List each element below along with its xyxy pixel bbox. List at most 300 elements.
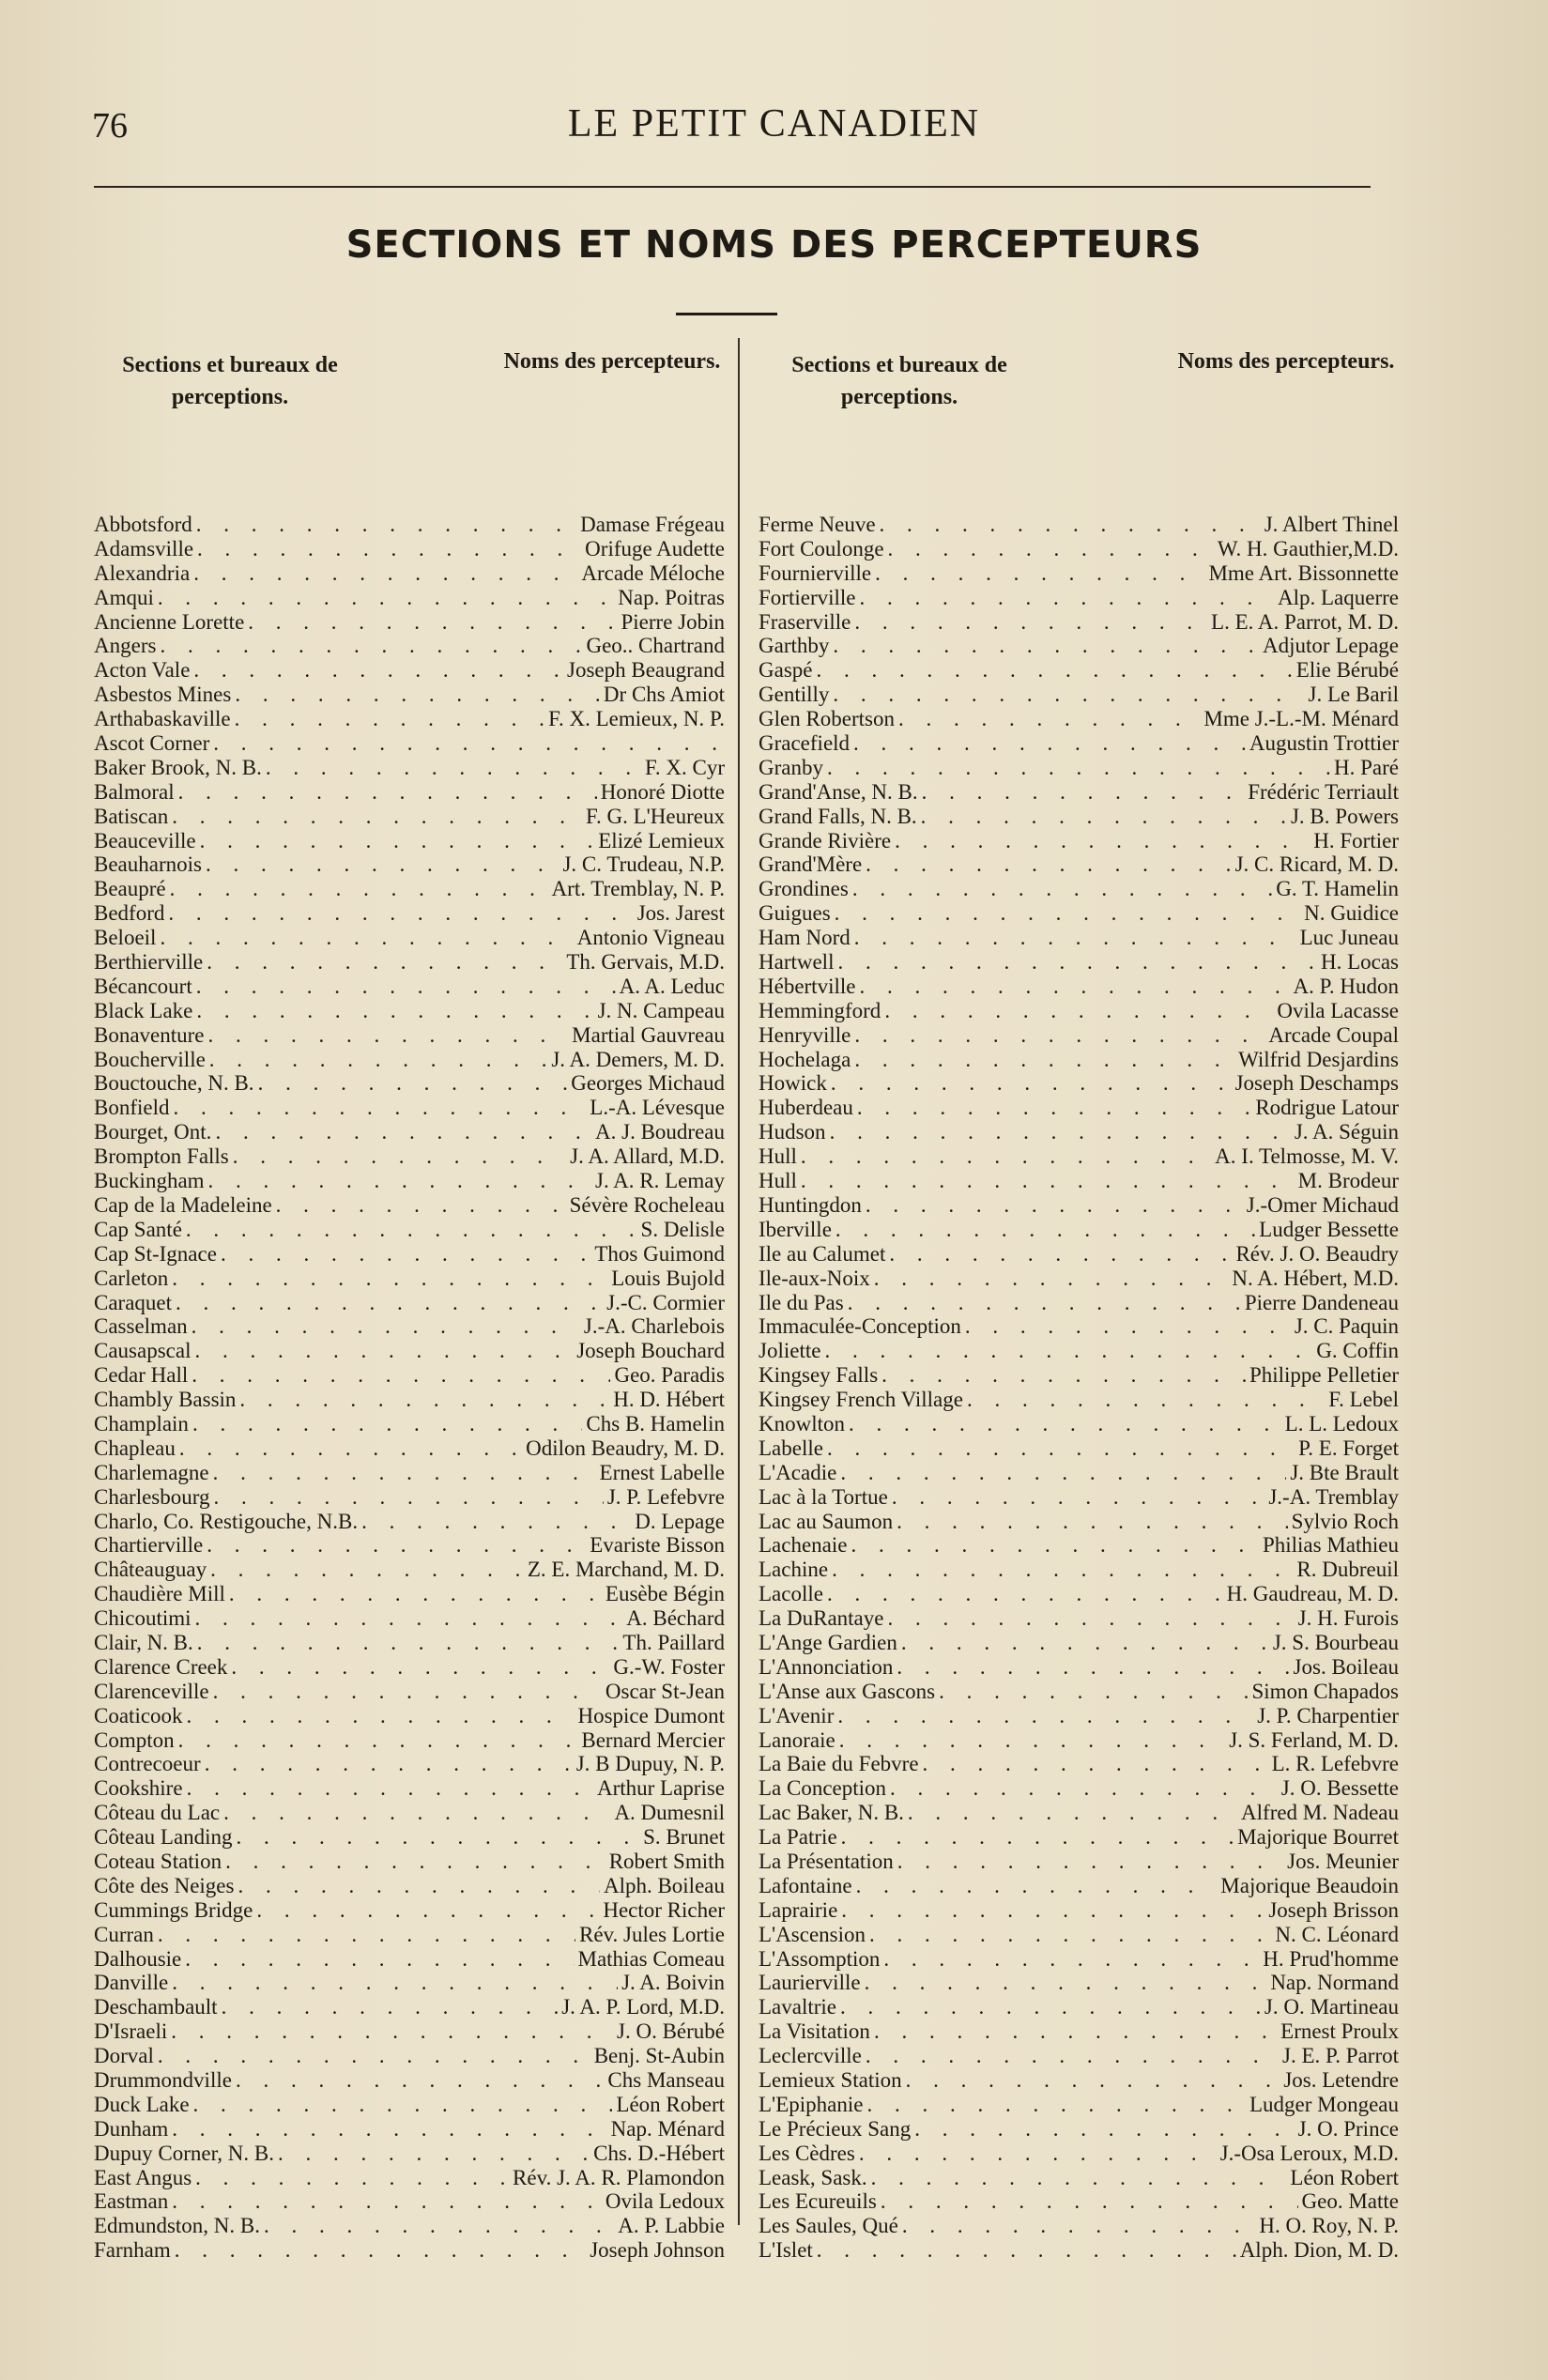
section-name: Les Ecureuils <box>759 2189 877 2214</box>
dot-leader <box>172 2117 606 2142</box>
dot-leader <box>901 1631 1269 1655</box>
list-item <box>759 513 1399 537</box>
list-item <box>94 658 725 683</box>
collector-name: A. A. Leduc <box>619 974 725 998</box>
section-name: Ile-aux-Noix <box>759 1266 870 1290</box>
list-item <box>94 1436 725 1461</box>
list-item <box>94 2117 725 2142</box>
list-item <box>94 877 725 901</box>
section-name: Côteau du Lac <box>94 1801 221 1825</box>
dot-leader <box>192 1412 582 1436</box>
collector-name: Sévère Rocheleau <box>569 1192 725 1217</box>
section-name: Cedar Hall <box>94 1363 189 1388</box>
dot-leader <box>837 1704 1253 1728</box>
section-name: Hébertville <box>759 974 856 998</box>
section-name: Adamsville <box>94 536 194 560</box>
collector-name: J. A. P. Lord, M.D. <box>561 1995 725 2019</box>
collector-name: H. Locas <box>1320 950 1399 975</box>
column-divider <box>738 338 740 2225</box>
dot-leader <box>192 1314 580 1339</box>
dot-leader <box>865 1971 1267 1995</box>
dot-leader <box>967 1388 1325 1412</box>
list-item <box>94 2142 725 2166</box>
section-name: L'Ascension <box>759 1922 866 1946</box>
list-item <box>759 1923 1399 1947</box>
list-item <box>759 2166 1399 2190</box>
list-item <box>94 2238 725 2263</box>
collector-name: Rodrigue Latour <box>1255 1096 1399 1120</box>
section-name: Coteau Station <box>94 1849 222 1873</box>
collector-name: Ernest Labelle <box>599 1460 725 1484</box>
collector-name: Odilon Beaudry, M. D. <box>526 1436 725 1460</box>
section-name: Cap Santé <box>94 1217 182 1241</box>
dot-leader <box>866 852 1231 877</box>
collector-name: A. I. Telmosse, M. V. <box>1215 1144 1399 1169</box>
list-item <box>94 780 725 805</box>
collector-name: Simon Chapados <box>1251 1679 1399 1703</box>
section-name: Chicoutimi <box>94 1606 192 1631</box>
collector-name: J. Albert Thinel <box>1264 513 1399 536</box>
section-name: Buckingham <box>94 1169 205 1193</box>
collector-name: J. C. Paquin <box>1294 1314 1399 1339</box>
dot-leader <box>881 1363 1246 1388</box>
header-rule <box>94 186 1371 188</box>
collector-name: Geo. Paradis <box>614 1363 725 1388</box>
section-name: Hartwell <box>759 950 835 975</box>
section-name: La Baie du Febvre <box>759 1752 919 1776</box>
section-name: Glen Robertson <box>759 707 896 731</box>
dot-leader <box>835 1218 1255 1242</box>
list-item <box>759 1071 1399 1096</box>
dot-leader <box>171 2019 613 2044</box>
collector-name: J. S. Bourbeau <box>1272 1630 1399 1654</box>
collector-name: J. B. Powers <box>1290 804 1399 828</box>
dot-leader <box>215 1120 591 1144</box>
dot-leader <box>237 1825 640 1850</box>
section-name: La Visitation <box>759 2019 870 2044</box>
collector-name: Martial Gauvreau <box>572 1022 725 1047</box>
list-item <box>94 2214 725 2238</box>
dot-leader <box>238 1874 599 1898</box>
list-item <box>759 586 1399 610</box>
collector-name: Georges Michaud <box>571 1071 725 1096</box>
dot-leader <box>859 586 1274 610</box>
section-name: Acton Vale <box>94 658 191 683</box>
dot-leader <box>187 1704 575 1728</box>
dot-leader <box>179 1436 522 1461</box>
collector-name: Damase Frégeau <box>580 513 725 536</box>
dot-leader <box>849 1412 1281 1436</box>
section-name: L'Avenir <box>759 1703 835 1727</box>
collector-name: Elie Bérubé <box>1295 658 1399 683</box>
section-name: Chapleau <box>94 1436 176 1460</box>
dot-leader <box>209 1048 548 1072</box>
collector-name: J. O. Prince <box>1297 2116 1399 2141</box>
collector-name: Jos. Jarest <box>636 901 725 926</box>
dot-leader <box>194 1339 573 1363</box>
dot-leader <box>193 2093 613 2117</box>
dot-leader <box>832 1558 1293 1582</box>
dot-leader <box>817 2238 1236 2263</box>
collector-name: N. A. Hébert, M.D. <box>1232 1266 1399 1290</box>
section-name: Baker Brook, N. B. <box>94 755 262 779</box>
list-item <box>759 1339 1399 1363</box>
dot-leader <box>186 1218 637 1242</box>
collector-name: J. B Dupuy, N. P. <box>575 1752 725 1776</box>
section-name: Granby <box>759 755 823 779</box>
collector-name: Orifuge Audette <box>585 536 725 560</box>
section-name: Les Cèdres <box>759 2141 855 2165</box>
dot-leader <box>175 2238 586 2263</box>
dot-leader <box>854 610 1207 635</box>
list-item <box>759 1363 1399 1388</box>
collector-name: F. Lebel <box>1328 1388 1399 1412</box>
header-sections: Sections et bureaux de perceptions. <box>122 353 338 409</box>
dot-leader <box>884 999 1273 1023</box>
section-name: Coaticook <box>94 1703 183 1727</box>
dot-leader <box>897 1510 1288 1534</box>
list-item <box>94 1071 725 1096</box>
list-item <box>94 756 725 780</box>
list-item <box>759 1314 1399 1339</box>
section-name: Eastman <box>94 2189 169 2214</box>
dot-leader <box>881 2189 1298 2214</box>
list-item <box>94 1363 725 1388</box>
collector-name: J. A. Séguin <box>1294 1120 1399 1144</box>
section-name: Berthierville <box>94 950 204 975</box>
list-item <box>94 561 725 586</box>
list-item <box>94 1898 725 1923</box>
list-item <box>94 975 725 999</box>
section-name: Balmoral <box>94 779 175 804</box>
collector-name: Rév. J. A. R. Plamondon <box>513 2165 725 2189</box>
dot-leader <box>193 561 577 586</box>
collector-name: Dr Chs Amiot <box>603 683 725 707</box>
list-item <box>94 2019 725 2044</box>
list-item <box>94 1752 725 1776</box>
section-name: Arthabaskaville <box>94 707 231 731</box>
section-name: Bourget, Ont. <box>94 1120 212 1144</box>
dot-leader <box>208 1023 569 1048</box>
section-name: Champlain <box>94 1411 189 1436</box>
section-name: Ile du Pas <box>759 1290 844 1314</box>
collector-name: H. Gaudreau, M. D. <box>1226 1582 1399 1606</box>
list-item <box>759 658 1399 683</box>
list-item <box>94 2068 725 2093</box>
dot-leader <box>890 1776 1278 1801</box>
page-title: SECTIONS ET NOMS DES PERCEPTEURS <box>345 223 1203 267</box>
section-name: Ascot Corner <box>94 731 210 756</box>
dot-leader <box>830 1120 1291 1144</box>
list-item <box>94 1776 725 1801</box>
section-name: Joliette <box>759 1339 821 1363</box>
list-item <box>759 1533 1399 1558</box>
list-item <box>94 683 725 707</box>
list-item <box>94 1339 725 1363</box>
dot-leader <box>195 1606 623 1631</box>
list-item <box>759 805 1399 829</box>
dot-leader <box>875 561 1204 586</box>
dot-leader <box>187 1776 593 1801</box>
dot-leader <box>196 975 616 999</box>
dot-leader <box>897 1655 1289 1680</box>
list-item <box>94 1169 725 1193</box>
collector-name: Th. Paillard <box>622 1630 725 1654</box>
list-item <box>94 1631 725 1655</box>
dot-leader <box>223 1801 610 1825</box>
dot-leader <box>158 1923 575 1947</box>
section-name: Lafontaine <box>759 1873 852 1897</box>
collector-name: J. C. Ricard, M. D. <box>1234 852 1399 877</box>
list-item <box>759 1048 1399 1072</box>
section-name: Duck Lake <box>94 2092 190 2116</box>
collector-name: J.-A. Tremblay <box>1268 1484 1399 1509</box>
dot-leader <box>840 1995 1261 2019</box>
section-name: Bécancourt <box>94 974 192 998</box>
list-item <box>94 999 725 1023</box>
collector-name: Alfred M. Nadeau <box>1241 1801 1399 1825</box>
collector-name: L. R. Lefebvre <box>1271 1752 1399 1776</box>
list-item <box>94 1291 725 1315</box>
section-name: Curran <box>94 1922 154 1946</box>
section-name: Hemmingford <box>759 998 881 1022</box>
dot-leader <box>854 1023 1264 1048</box>
dot-leader <box>854 1048 1234 1072</box>
collector-name: Mme Art. Bissonnette <box>1208 560 1399 585</box>
collector-name: A. P. Hudon <box>1293 974 1399 998</box>
list-item <box>94 1995 725 2019</box>
entry-list <box>94 513 725 2263</box>
section-name: Grande Rivière <box>759 828 892 852</box>
list-item <box>759 610 1399 635</box>
collector-name: Geo. Matte <box>1301 2189 1399 2214</box>
list-item <box>759 829 1399 853</box>
collector-name: Mathias Comeau <box>577 1946 725 1971</box>
section-name: Lavaltrie <box>759 1995 837 2019</box>
list-item <box>759 1995 1399 2019</box>
collector-name: Alph. Boileau <box>603 1873 725 1897</box>
list-item <box>94 2044 725 2068</box>
collector-name: Majorique Beaudoin <box>1220 1873 1399 1897</box>
dot-leader <box>172 805 582 829</box>
dot-leader <box>848 1291 1241 1315</box>
list-item <box>759 975 1399 999</box>
dot-leader <box>221 1242 590 1267</box>
collector-name: R. Dubreuil <box>1296 1558 1399 1582</box>
list-item <box>759 1874 1399 1898</box>
dot-leader <box>871 2166 1287 2190</box>
dot-leader <box>213 1680 602 1704</box>
dot-leader <box>801 1169 1295 1193</box>
dot-leader <box>866 1193 1243 1218</box>
collector-name: Evariste Bisson <box>590 1533 725 1558</box>
list-item <box>759 1144 1399 1169</box>
section-name: Clarenceville <box>94 1679 209 1703</box>
section-name: Bonaventure <box>94 1022 205 1047</box>
dot-leader <box>276 1193 566 1218</box>
dot-leader <box>361 1510 631 1534</box>
dot-leader <box>874 2019 1277 2044</box>
collector-name: G. Coffin <box>1316 1339 1399 1363</box>
list-item <box>759 1850 1399 1874</box>
collector-name: Louis Bujold <box>611 1266 725 1290</box>
list-item <box>94 1120 725 1144</box>
dot-leader <box>874 1267 1229 1291</box>
list-item <box>94 950 725 975</box>
section-name: Clarence Creek <box>94 1654 228 1679</box>
section-name: Lemieux Station <box>759 2068 902 2092</box>
collector-name: Wilfrid Desjardins <box>1238 1047 1399 1071</box>
section-name: Fraserville <box>759 609 851 634</box>
collector-name: Ovila Ledoux <box>605 2189 725 2214</box>
list-item <box>94 1144 725 1169</box>
section-name: Lachenaie <box>759 1533 848 1558</box>
collector-name: Frédéric Terriault <box>1248 779 1399 804</box>
list-item <box>94 1267 725 1291</box>
dot-leader <box>902 2214 1256 2238</box>
dot-leader <box>859 975 1289 999</box>
dot-leader <box>200 829 595 853</box>
dot-leader <box>841 1898 1264 1923</box>
section-name: Gentilly <box>759 683 830 707</box>
section-name: Grondines <box>759 877 849 901</box>
collector-name: P. E. Forget <box>1298 1436 1399 1460</box>
collector-name: Ovila Lacasse <box>1277 998 1399 1022</box>
dot-leader <box>158 586 614 610</box>
dot-leader <box>172 1267 607 1291</box>
collector-name: Jos. Boileau <box>1293 1654 1399 1679</box>
collector-name: G.-W. Foster <box>613 1654 725 1679</box>
dot-leader <box>835 901 1300 926</box>
collector-name: J. O. Bessette <box>1280 1776 1399 1801</box>
dot-leader <box>921 805 1287 829</box>
section-name: La Patrie <box>759 1825 837 1850</box>
dot-leader <box>225 1850 605 1874</box>
section-name: Côte des Neiges <box>94 1873 235 1897</box>
collector-name: Mme J.-L.-M. Ménard <box>1203 707 1399 731</box>
section-name: Brompton Falls <box>94 1144 229 1169</box>
section-name: Côteau Landing <box>94 1825 233 1850</box>
section-name: Lac Baker, N. B. <box>759 1801 904 1825</box>
section-name: La DuRantaye <box>759 1606 884 1631</box>
section-name: Clair, N. B. <box>94 1630 193 1654</box>
collector-name: Art. Tremblay, N. P. <box>551 877 725 901</box>
list-item <box>94 1242 725 1267</box>
section-name: La Présentation <box>759 1849 894 1873</box>
section-name: Leask, Sask. <box>759 2165 867 2189</box>
collector-name: Rév. Jules Lortie <box>578 1922 725 1946</box>
dot-leader <box>160 634 582 658</box>
collector-name: Majorique Bourret <box>1237 1825 1399 1850</box>
list-item <box>94 1850 725 1874</box>
dot-leader <box>833 634 1259 658</box>
collector-name: J.-Osa Leroux, M.D. <box>1219 2141 1399 2165</box>
column-header <box>759 345 1399 436</box>
section-name: Cookshire <box>94 1776 183 1801</box>
section-name: Lac à la Tortue <box>759 1484 888 1509</box>
section-name: Fort Coulonge <box>759 536 884 560</box>
dot-leader <box>235 683 600 707</box>
list-item <box>759 950 1399 975</box>
list-item <box>759 1655 1399 1680</box>
collector-name: Joseph Brisson <box>1268 1897 1399 1922</box>
section-name: Carleton <box>94 1266 169 1290</box>
list-item <box>759 2117 1399 2142</box>
list-item <box>759 1582 1399 1606</box>
collector-name: Z. E. Marchand, M. D. <box>527 1558 725 1582</box>
list-item <box>94 1971 725 1995</box>
collector-name: J. S. Ferland, M. D. <box>1229 1727 1399 1752</box>
list-item <box>759 1510 1399 1534</box>
list-item <box>94 1314 725 1339</box>
list-item <box>759 2189 1399 2214</box>
collector-name: Chs Manseau <box>607 2068 725 2092</box>
dot-leader <box>206 852 559 877</box>
list-item <box>94 901 725 926</box>
collector-name: Th. Gervais, M.D. <box>566 950 725 975</box>
list-item <box>759 1023 1399 1048</box>
list-item <box>94 1728 725 1753</box>
section-name: Drummondville <box>94 2068 232 2092</box>
collector-name: Robert Smith <box>608 1849 725 1873</box>
section-name: Amqui <box>94 585 154 609</box>
collector-name: Nap. Ménard <box>610 2116 725 2141</box>
collector-name: Geo.. Chartrand <box>586 634 725 658</box>
dot-leader <box>880 513 1261 537</box>
running-title: LE PETIT CANADIEN <box>567 102 981 146</box>
section-name: Lac au Saumon <box>759 1509 894 1533</box>
section-name: Beauceville <box>94 828 196 852</box>
collector-name: Bernard Mercier <box>581 1727 725 1752</box>
list-item <box>94 537 725 561</box>
collector-name: Hector Richer <box>603 1897 725 1922</box>
section-name: Fournierville <box>759 560 872 585</box>
list-item <box>759 1631 1399 1655</box>
collector-name: A. J. Boudreau <box>595 1120 725 1144</box>
column-header <box>94 345 725 436</box>
section-name: Ferme Neuve <box>759 513 876 536</box>
collector-name: Alp. Laquerre <box>1278 585 1399 609</box>
collector-name: J.-Omer Michaud <box>1246 1192 1399 1217</box>
collector-name: Eusèbe Bégin <box>605 1582 725 1606</box>
list-item <box>759 1388 1399 1412</box>
dot-leader <box>214 1485 604 1510</box>
section-name: Charlemagne <box>94 1460 209 1484</box>
list-item <box>759 1218 1399 1242</box>
dot-leader <box>170 877 548 901</box>
list-item <box>759 1169 1399 1193</box>
section-name: Chaudière Mill <box>94 1582 225 1606</box>
list-item <box>759 2093 1399 2117</box>
list-item <box>94 731 725 756</box>
list-item <box>94 1533 725 1558</box>
section-name: Boucherville <box>94 1047 206 1071</box>
collector-name: Benj. St-Aubin <box>593 2044 725 2068</box>
dot-leader <box>168 901 633 926</box>
list-item <box>759 2142 1399 2166</box>
section-name: Immaculée-Conception <box>759 1314 961 1339</box>
collector-name: Nap. Normand <box>1270 1971 1399 1995</box>
section-name: Beaupré <box>94 877 166 901</box>
section-name: Bedford <box>94 901 165 926</box>
list-item <box>94 1801 725 1825</box>
dot-leader <box>160 926 573 950</box>
list-item <box>94 2189 725 2214</box>
collector-name: J. Bte Brault <box>1290 1460 1399 1484</box>
section-name: Danville <box>94 1971 169 1995</box>
collector-name: Elizé Lemieux <box>598 828 725 852</box>
section-name: Grand'Mère <box>759 852 863 877</box>
